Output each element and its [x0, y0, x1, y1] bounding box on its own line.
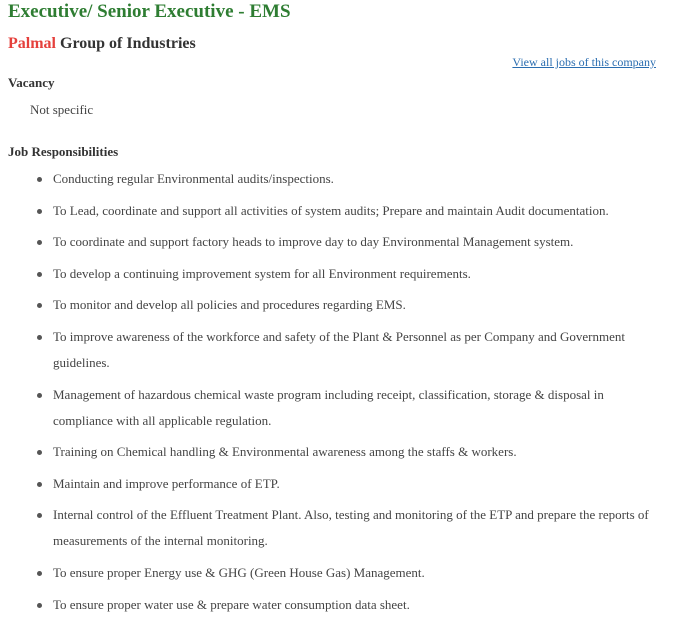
- vacancy-heading: Vacancy: [8, 75, 55, 90]
- company-brand: Palmal: [8, 35, 56, 52]
- list-item: Internal control of the Effluent Treatment Plant. Also, testing and monitoring of the ETP and prepare the reports of measurements of the internal monitoring.: [53, 502, 663, 554]
- list-item: To coordinate and support factory heads to improve day to day Environmental Management system.: [53, 229, 663, 255]
- responsibilities-heading: Job Responsibilities: [8, 144, 119, 159]
- list-item: Training on Chemical handling & Environmental awareness among the staffs & workers.: [53, 439, 663, 465]
- view-all-jobs-link[interactable]: View all jobs of this company: [512, 55, 656, 69]
- list-item: To Lead, coordinate and support all activities of system audits; Prepare and maintain Audit documentation.: [53, 198, 663, 224]
- list-item: To ensure proper Energy use & GHG (Green House Gas) Management.: [53, 560, 663, 586]
- vacancy-value: Not specific: [30, 102, 94, 117]
- list-item: To improve awareness of the workforce and safety of the Plant & Personnel as per Company and Government guidelines.: [53, 324, 663, 376]
- company-name-rest: Group of Industries: [56, 35, 196, 52]
- responsibilities-list: [0, 166, 663, 623]
- job-title: Executive/ Senior Executive - EMS: [8, 1, 291, 22]
- list-item: Maintain and improve performance of ETP.: [53, 471, 663, 497]
- list-item: To monitor and develop all policies and procedures regarding EMS.: [53, 292, 663, 318]
- list-item: Management of hazardous chemical waste program including receipt, classification, storage & disposal in compliance with all applicable regulation.: [53, 382, 663, 434]
- list-item: Conducting regular Environmental audits/inspections.: [53, 166, 663, 192]
- company-name: [8, 33, 196, 55]
- list-item: To develop a continuing improvement system for all Environment requirements.: [53, 261, 663, 287]
- list-item: To ensure proper water use & prepare water consumption data sheet.: [53, 592, 663, 618]
